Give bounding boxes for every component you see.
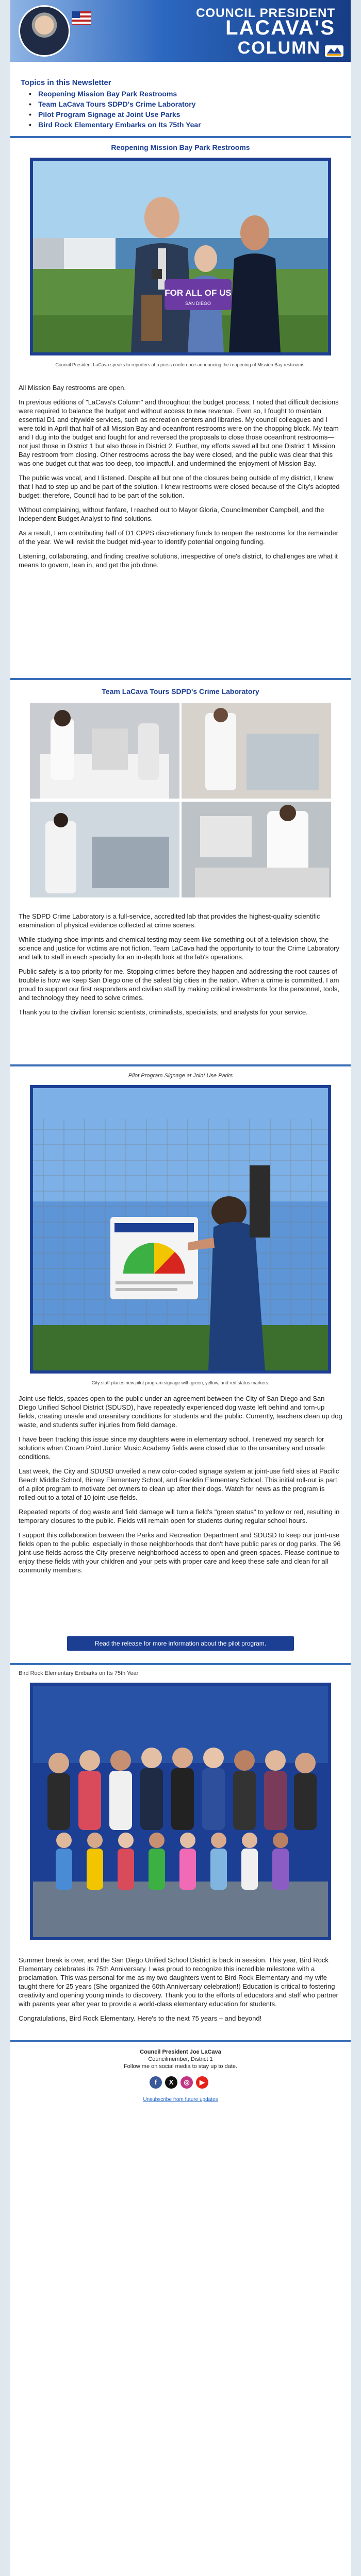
signage-photo <box>30 1085 331 1374</box>
us-flag-icon <box>72 11 91 25</box>
facebook-icon[interactable]: f <box>150 2076 162 2089</box>
crimelab-photo-grid <box>30 703 331 897</box>
paragraph: Public safety is a top priority for me. Stopping crimes before they happen and addressing the root causes of trouble is how we keep San Diego one of the safest big cities in the nation. When a crime is committed, I am proud to support our first responders and civilian staff by making critical investments for the personnel, tools, and technology they need to solve crimes. <box>19 968 339 1002</box>
paragraph: I support this collaboration between the Parks and Recreation Department and SDUSD to keep our joint-use fields open to the public, especially in those neighborhoods that don't have public parks or dog parks. The 96 joint-use fields across the City preserve neighborhood access to open and green spaces. Please continue to enjoy these fields with your children and your pets with proper care and keep these safe and clean for all community members. <box>19 1531 341 1574</box>
paragraph: Without complaining, without fanfare, I reached out to Mayor Gloria, Councilmember Campbell, and the Independent Budget Analyst to find solutions. <box>19 506 324 522</box>
topics-heading: Topics in this Newsletter <box>21 78 111 87</box>
council-president-portrait <box>19 5 70 57</box>
paragraph: While studying shoe imprints and chemical testing may seem like something out of a television show, the science and justice for victims are not fiction. Team LaCava had the opportunity to tour the Crime Laboratory and talk to staff in each specialty for an in-depth look at the lab's operations. <box>19 936 339 961</box>
section-divider <box>10 1663 351 1665</box>
birdrock-body <box>19 1956 342 2028</box>
header-title-line3: COLUMN <box>237 38 321 58</box>
paragraph: Joint-use fields, spaces open to the public under an agreement between the City of San Diego and San Diego Unified School District (SDUSD), have repeatedly experienced dog waste left behind and torn-up fields, creating unsafe and unsanitary conditions for students and the public. Currently, teachers clean up dog waste, and students suffer injuries from field damage. <box>19 1395 342 1429</box>
signage-photo-caption: City staff places new pilot program signage with green, yellow, and red status markers. <box>91 1380 270 1385</box>
signage-section-title: Pilot Program Signage at Joint Use Parks <box>128 1073 233 1079</box>
paragraph: Summer break is over, and the San Diego Unified School District is back in session. This year, Bird Rock Elementary celebrates its 75th Anniversary. I was proud to recognize this incredible milestone with a proclamation. This was personal for me as my two daughters went to Bird Rock Elementary and my wife taught there for 25 years (She organized the 60th Anniversary celebration!) Education is critical to fostering creativity and opening young minds to discovery. Thank you to the efforts of educators and staff who partner with parents year after year to provide a world-class elementary education for students. <box>19 1956 338 2008</box>
birdrock-section-title: Bird Rock Elementary Embarks on Its 75th Year <box>19 1670 139 1676</box>
paragraph: The SDPD Crime Laboratory is a full-service, accredited lab that provides the highest-quality scientific examination of physical evidence collected at crime scenes. <box>19 912 320 929</box>
section-divider <box>10 678 351 680</box>
restrooms-section-title: Reopening Mission Bay Park Restrooms <box>111 143 250 151</box>
press-conference-image <box>33 161 328 352</box>
signage-body <box>19 1394 342 1580</box>
paragraph: All Mission Bay restrooms are open. <box>19 384 126 392</box>
unsubscribe-link[interactable]: Unsubscribe from future updates <box>143 2097 218 2103</box>
topic-item-crime-lab[interactable]: • Team LaCava Tours SDPD's Crime Laboratory <box>29 99 338 109</box>
footer-follow-text: Follow me on social media to stay up to date. <box>123 2063 238 2070</box>
pilot-program-release-button[interactable]: Read the release for more information about the pilot program. <box>67 1636 294 1651</box>
logo-text: LACAVA <box>329 58 343 62</box>
paragraph: In previous editions of "LaCava's Column" and throughout the budget process, I noted that difficult decisions were required to balance the budget and without access to new revenue. Even so, I fought to maintain essential D1 and citywide services, such as recreation centers and libraries. My council colleagues and I were told in April that half of all Mission Bay and oceanfront restrooms were on the chopping block. My team and I dug into the budget and fought for and reversed the proposals to close those oceanfront restrooms—not just those in District 1 but also those in District 2. Further, my efforts saved all but one District 1 Mission Bay restroom from closing. Other restrooms across the bay were closed, and the public was clear that this was one budget cut that was too deep, too impactful, and undermined the enjoyment of Mission Bay. <box>19 398 339 467</box>
footer-district: Councilmember, District 1 <box>148 2056 213 2062</box>
topic-item-restrooms[interactable]: • Reopening Mission Bay Park Restrooms <box>29 89 338 99</box>
x-icon[interactable]: X <box>165 2076 177 2089</box>
footer-name: Council President Joe LaCava <box>140 2049 221 2055</box>
birdrock-photo <box>30 1683 331 1940</box>
group-adults <box>47 1748 317 1830</box>
topic-item-bird-rock[interactable]: • Bird Rock Elementary Embarks on Its 75th Year <box>29 120 338 130</box>
paragraph: Thank you to the civilian forensic scientists, criminalists, specialists, and analysts for your service. <box>19 1008 308 1016</box>
signage-installation-image <box>33 1088 328 1370</box>
section-divider <box>10 2040 351 2042</box>
paragraph: Congratulations, Bird Rock Elementary. Here's to the next 75 years – and beyond! <box>19 2014 262 2022</box>
paragraph: Last week, the City and SDUSD unveiled a new color-coded signage system at joint-use field sites at Pacific Beach Middle School, Birney Elementary School, and Franklin Elementary School. This initial roll-out is part of a pilot program to motivate pet owners to clean up after their dogs. Watch for news as the program is rolled-out to a total of 10 joint-use fields. <box>19 1467 339 1501</box>
instagram-icon[interactable]: ◎ <box>180 2076 193 2089</box>
paragraph: I have been tracking this issue since my daughters were in elementary school. I renewed my search for solutions when Crown Point Junior Music Academy fields were closed due to the unsanitary and unsafe conditions. <box>19 1435 325 1461</box>
header-title-line1: COUNCIL PRESIDENT <box>196 6 335 20</box>
topics-list <box>29 89 338 130</box>
banner-subtext: SAN DIEGO <box>185 301 211 306</box>
paragraph: Repeated reports of dog waste and field damage will turn a field's "green status" to yellow or red, resulting in temporary closures to the public. Fields will remain open for students during regular school hours. <box>19 1508 340 1524</box>
crimelab-section-title: Team LaCava Tours SDPD's Crime Laboratory <box>102 687 259 696</box>
banner-text: FOR ALL OF US <box>165 288 232 298</box>
newsletter-header <box>10 0 351 71</box>
section-divider <box>10 1064 351 1066</box>
bird-rock-group-image <box>33 1686 328 1937</box>
paragraph: As a result, I am contributing half of D1 CPPS discretionary funds to reopen the restrooms for the remainder of the year. We will revisit the budget mid-year to identify potential ongoing funding. <box>19 529 338 546</box>
youtube-icon[interactable]: ▶ <box>196 2076 208 2089</box>
crimelab-body <box>19 912 342 1022</box>
restrooms-photo-caption: Council President LaCava speaks to reporters at a press conference announcing the reopening of Mission Bay restrooms. <box>55 362 306 367</box>
restrooms-body <box>19 383 342 575</box>
paragraph: The public was vocal, and I listened. Despite all but one of the closures being outside of my district, I knew that I had to step up and be part of the solution. I knew restrooms were closed because of the City's adopted budget; therefore, Council had to be part of the solution. <box>19 474 340 499</box>
logo-label <box>329 58 343 63</box>
crime-lab-tour-collage <box>30 703 331 897</box>
section-divider <box>10 136 351 138</box>
paragraph: Listening, collaborating, and finding creative solutions, irrespective of one's district, to challenges are what it means to govern, lean in, and get the job done. <box>19 552 338 569</box>
header-title-line2: LACAVA'S <box>225 16 335 39</box>
restrooms-photo <box>30 158 331 355</box>
topic-item-signage[interactable]: • Pilot Program Signage at Joint Use Parks <box>29 109 338 120</box>
newsletter-page <box>10 0 351 2576</box>
